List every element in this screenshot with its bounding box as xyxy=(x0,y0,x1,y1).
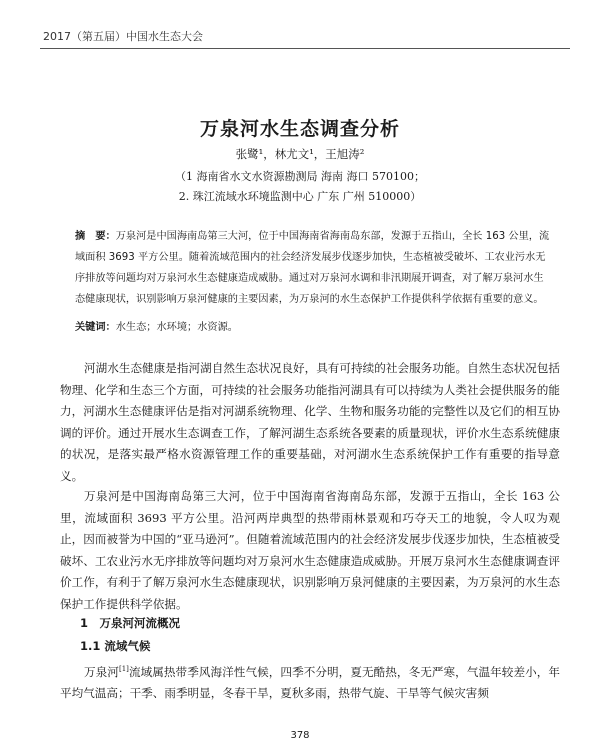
abstract-label: 摘 要： xyxy=(75,231,116,242)
keywords xyxy=(75,318,238,333)
body-paragraph-2: 万泉河是中国海南岛第三大河，位于中国海南省海南岛东部，发源于五指山，全长 163 公里，流域面积 3693 平方公里。沿河两岸典型的热带雨林景观和巧夺天工的地貌，令人叹为观止，因而被誉为中国的“亚马逊河”。但随着流域范围内的社会经济发展步伐逐步加快，生态植被受破坏、工农业污水无序排放等问题均对万泉河水生态健康造成威胁。开展万泉河水生态健康调查评价工作，有利于了解万泉河水生态健康现状，识别影响万泉河健康的主要因素，为万泉河的水生态保护工作提供科学依据。 xyxy=(60,489,560,611)
affiliation-1: （1 海南省水文水资源勘测局 海南 海口 570100； xyxy=(175,170,425,183)
page-number: 378 xyxy=(290,730,310,741)
author-list: 张鹭¹，林尤文¹，王旭涛² xyxy=(235,147,365,161)
keywords-label: 关键词： xyxy=(75,322,116,333)
citation-ref[interactable]: [1] xyxy=(118,665,129,673)
body-paragraph-1: 河湖水生态健康是指河湖自然生态状况良好，具有可持续的社会服务功能。自然生态状况包括物理、化学和生态三个方面，可持续的社会服务功能指河湖具有可以持续为人类社会提供服务的能力，河湖水生态健康评估是指对河湖系统物理、化学、生物和服务功能的完整性以及它们的相互协调的评价。通过开展水生态调查工作，了解河湖生态系统各要素的质量现状，评价水生态系统健康的状况，是落实最严格水资源管理工作的重要基础，对河湖水生态系统保护工作有重要的指导意义。 xyxy=(60,361,560,483)
abstract xyxy=(75,226,553,310)
para3-rest: 流域属热带季风海洋性气候，四季不分明，夏无酷热，冬无严寒，气温年较差小，年平均气温高；干季、雨季明显，冬春干旱，夏秋多雨，热带气旋、干旱等气候灾害频 xyxy=(60,664,560,701)
subsection-heading-1-1: 1.1 流域气候 xyxy=(80,639,151,653)
paper-title: 万泉河水生态调查分析 xyxy=(199,118,400,140)
abstract-text: 万泉河是中国海南岛第三大河，位于中国海南省海南岛东部，发源于五指山，全长 163 公里，流域面积 3693 平方公里。随着流域范围内的社会经济发展步伐逐步加快，生态植被受破坏、工农业污水无序排放等问题均对万泉河水生态健康造成威胁。通过对万泉河水调和非汛期展开调查，对了解万泉河水生态健康现状，识别影响万泉河健康的主要因素，为万泉河的水生态保护工作提供科学依据有重要的意义。 xyxy=(75,231,550,305)
affiliation-2: 2. 珠江流域水环境监测中心 广东 广州 510000） xyxy=(178,190,422,203)
body-paragraph-3 xyxy=(60,659,560,705)
header-divider xyxy=(40,48,570,49)
section-heading-1: 1 万泉河河流概况 xyxy=(80,616,181,630)
keywords-text: 水生态；水环境；水资源。 xyxy=(115,322,238,333)
running-header: 2017（第五届）中国水生态大会 xyxy=(43,30,203,43)
para3-prefix: 万泉河 xyxy=(84,664,119,679)
